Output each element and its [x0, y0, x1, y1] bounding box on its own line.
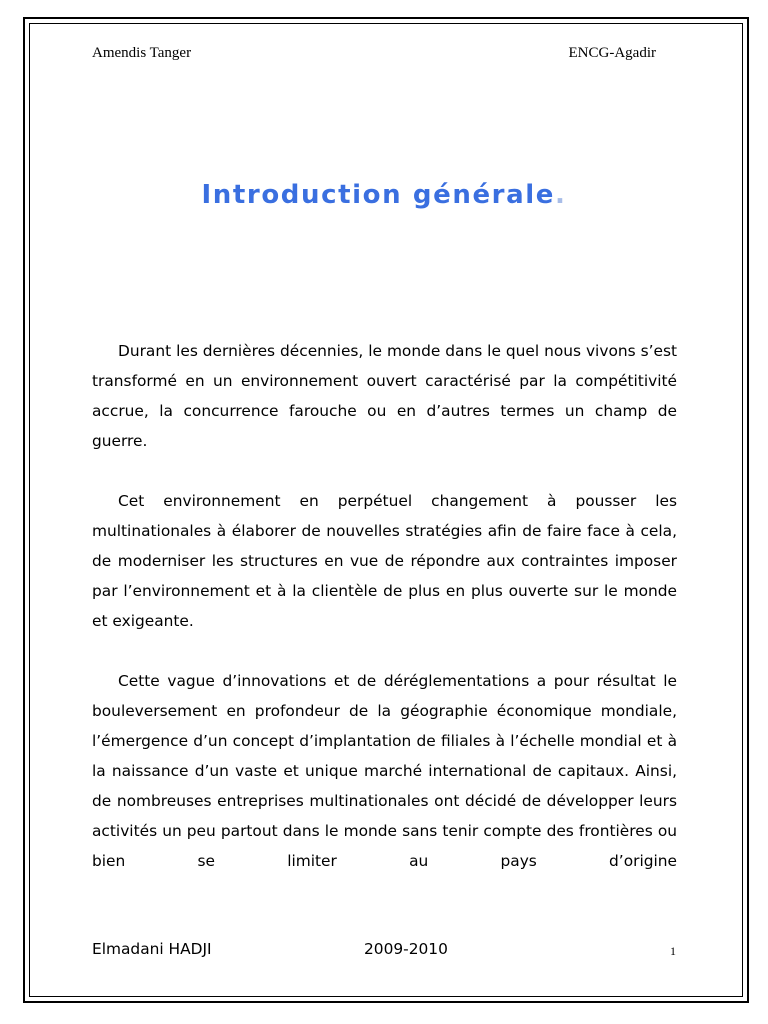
- page-title-text: Introduction générale: [201, 180, 555, 210]
- footer-author: Elmadani HADJI: [92, 940, 212, 958]
- page-title-dot: .: [555, 180, 567, 210]
- footer-page-number: 1: [670, 944, 676, 958]
- page-title: [0, 178, 768, 212]
- paragraph-2: Cet environnement en perpétuel changement à pousser les multinationales à élaborer de nouvelles stratégies afin de faire face à cela, de moderniser les structures en vue de répondre aux contraintes imposer par l’environnement et à la clientèle de plus en plus ouverte sur le monde et exigeante.: [92, 492, 677, 630]
- body-text: [92, 336, 677, 906]
- paragraph-3: Cette vague d’innovations et de déréglementations a pour résultat le bouleversement en profondeur de la géographie économique mondiale, l’émergence d’un concept d’implantation de filiales à l’échelle mondial et à la naissance d’un vaste et unique marché international de capitaux. Ainsi, de nombreuses entreprises multinationales ont décidé de développer leurs activités un peu partout dans le monde sans tenir compte des frontières ou bien se limiter au pays d’origine: [92, 672, 677, 870]
- footer-year: 2009-2010: [364, 940, 448, 958]
- header-right-text: ENCG-Agadir: [568, 45, 656, 61]
- header-left-text: Amendis Tanger: [92, 45, 192, 61]
- paragraph-1: Durant les dernières décennies, le monde dans le quel nous vivons s’est transformé en un environnement ouvert caractérisé par la compétitivité accrue, la concurrence farouche ou en d’autres termes un champ de guerre.: [92, 342, 677, 450]
